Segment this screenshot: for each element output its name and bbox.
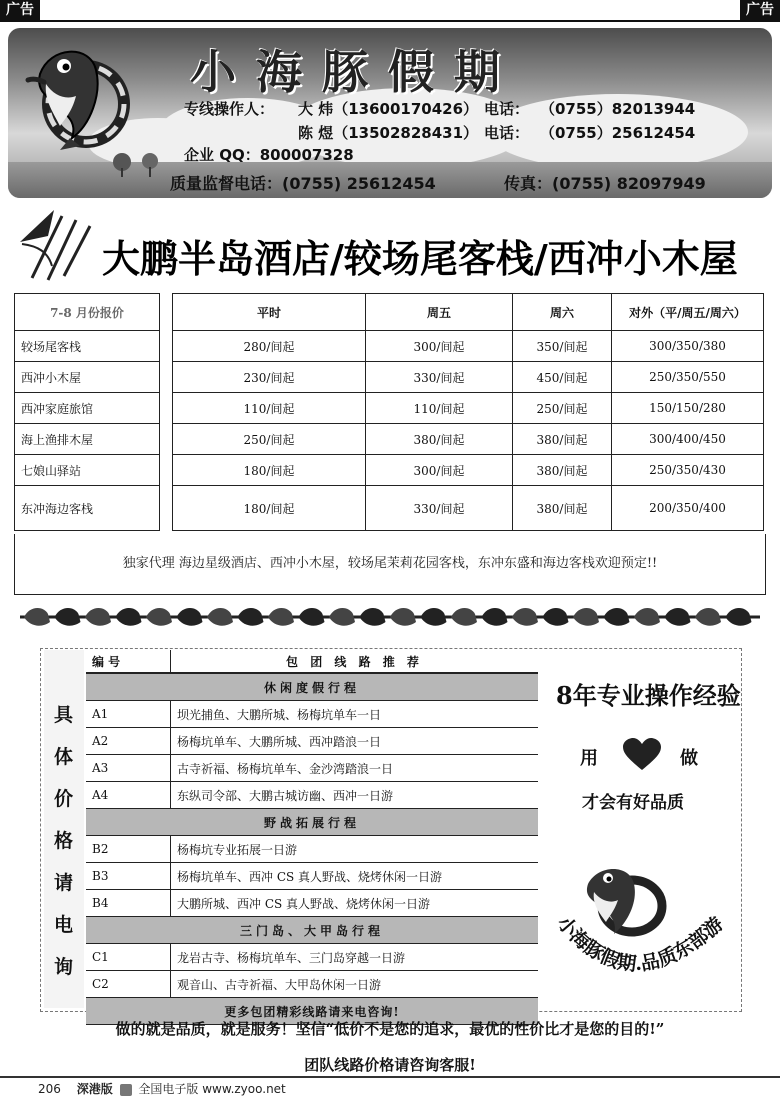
side-char: 具 bbox=[54, 704, 74, 726]
hotel-name: 海上渔排木屋 bbox=[15, 424, 160, 455]
route-desc: 坝光捕鱼、大鹏所城、杨梅坑单车一日 bbox=[171, 701, 539, 728]
price-cell: 180/间起 bbox=[173, 486, 366, 531]
heart-icon bbox=[622, 738, 662, 772]
fish-icon bbox=[207, 608, 233, 626]
top-divider bbox=[0, 20, 780, 22]
fish-icon bbox=[451, 608, 477, 626]
quality-statement: 做的就是品质，就是服务！坚信“低价不是您的追求，最优的性价比才是您的目的!” bbox=[115, 1020, 665, 1038]
table-row bbox=[86, 701, 538, 728]
price-cell: 380/间起 bbox=[366, 424, 513, 455]
col-header-saturday: 周六 bbox=[513, 294, 612, 331]
fish-icon bbox=[573, 608, 599, 626]
group-price-note: 团队线路价格请咨询客服! bbox=[304, 1056, 476, 1074]
brand-slogan: 小海豚假期.品质东部游 bbox=[552, 912, 728, 976]
promo-do: 做 bbox=[680, 748, 698, 769]
table-row bbox=[15, 331, 764, 362]
route-code: B3 bbox=[86, 863, 171, 890]
route-desc: 观音山、古寺祈福、大甲岛休闲一日游 bbox=[171, 971, 539, 998]
fish-icon bbox=[146, 608, 172, 626]
price-table-corner: 7-8 月份报价 bbox=[15, 294, 160, 331]
fish-icon bbox=[726, 608, 752, 626]
side-char: 电 bbox=[54, 914, 74, 936]
fish-icon bbox=[268, 608, 294, 626]
routes-table bbox=[86, 650, 538, 1025]
price-cell: 200/350/400 bbox=[612, 486, 764, 531]
price-cell: 380/间起 bbox=[513, 424, 612, 455]
side-char: 询 bbox=[54, 956, 74, 978]
price-cell: 350/间起 bbox=[513, 331, 612, 362]
route-code: B4 bbox=[86, 890, 171, 917]
side-char: 体 bbox=[54, 746, 74, 768]
experience-slogan: 8年专业操作经验 bbox=[556, 681, 741, 710]
quality-slogan: 才会有好品质 bbox=[582, 793, 684, 813]
table-row bbox=[86, 944, 538, 971]
route-desc: 东纵司令部、大鹏古城访幽、西冲一日游 bbox=[171, 782, 539, 809]
table-row bbox=[86, 890, 538, 917]
table-row bbox=[15, 362, 764, 393]
price-cell: 300/间起 bbox=[366, 455, 513, 486]
table-row bbox=[86, 971, 538, 998]
fish-icon bbox=[604, 608, 630, 626]
fax-number: 传真：(0755) 82097949 bbox=[504, 174, 706, 193]
footer-divider bbox=[0, 1076, 780, 1078]
table-row bbox=[86, 755, 538, 782]
fish-icon bbox=[299, 608, 325, 626]
price-cell: 330/间起 bbox=[366, 486, 513, 531]
fish-divider bbox=[20, 602, 760, 632]
route-code-header: 编 号 bbox=[86, 650, 171, 673]
price-cell: 280/间起 bbox=[173, 331, 366, 362]
table-row bbox=[86, 836, 538, 863]
price-cell: 250/350/430 bbox=[612, 455, 764, 486]
side-char: 价 bbox=[54, 788, 74, 810]
fish-icon bbox=[55, 608, 81, 626]
operator-1-tel-label: 电话： bbox=[484, 100, 530, 118]
hotel-name: 东冲海边客栈 bbox=[15, 486, 160, 531]
col-header-weekday: 平时 bbox=[173, 294, 366, 331]
operator-label: 专线操作人： bbox=[184, 100, 275, 118]
col-header-friday: 周五 bbox=[366, 294, 513, 331]
hotel-name: 较场尾客栈 bbox=[15, 331, 160, 362]
operator-1-name: 大 炜（13600170426） bbox=[298, 100, 479, 118]
promo-use: 用 bbox=[580, 748, 598, 769]
fish-icon bbox=[634, 608, 660, 626]
dolphin-logo-icon bbox=[20, 34, 140, 154]
agency-notice: 独家代理 海边星级酒店、西冲小木屋，较场尾茉莉花园客栈，东冲东盛和海边客栈欢迎预定!! bbox=[14, 534, 766, 595]
page-number: 206 bbox=[38, 1082, 61, 1096]
svg-text:小海豚假期.品质东部游 bbox=[553, 912, 728, 975]
price-cell: 380/间起 bbox=[513, 486, 612, 531]
table-row bbox=[86, 863, 538, 890]
route-code: B2 bbox=[86, 836, 171, 863]
section-islands: 三门岛、大甲岛行程 bbox=[86, 917, 538, 944]
route-desc: 龙岩古寺、杨梅坑单车、三门岛穿越一日游 bbox=[171, 944, 539, 971]
route-desc: 杨梅坑单车、西冲 CS 真人野战、烧烤休闲一日游 bbox=[171, 863, 539, 890]
operator-2-name: 陈 煜（13502828431） bbox=[298, 124, 479, 142]
route-code: A3 bbox=[86, 755, 171, 782]
fish-icon bbox=[543, 608, 569, 626]
section-field-training: 野战拓展行程 bbox=[86, 809, 538, 836]
site-label: 全国电子版 www.zyoo.net bbox=[138, 1082, 286, 1096]
fish-icon bbox=[116, 608, 142, 626]
route-desc: 古寺祈福、杨梅坑单车、金沙湾踏浪一日 bbox=[171, 755, 539, 782]
fish-icon bbox=[695, 608, 721, 626]
hotel-name: 西冲小木屋 bbox=[15, 362, 160, 393]
hotel-name: 七娘山驿站 bbox=[15, 455, 160, 486]
col-header-public: 对外（平/周五/周六） bbox=[612, 294, 764, 331]
price-cell: 450/间起 bbox=[513, 362, 612, 393]
fish-icon bbox=[360, 608, 386, 626]
operator-1-tel: （0755）82013944 bbox=[540, 100, 696, 118]
section-leisure: 休闲度假行程 bbox=[86, 673, 538, 701]
price-cell: 300/400/450 bbox=[612, 424, 764, 455]
price-cell: 330/间起 bbox=[366, 362, 513, 393]
fish-icon bbox=[421, 608, 447, 626]
table-row bbox=[86, 782, 538, 809]
swoosh-icon bbox=[18, 206, 98, 282]
table-row bbox=[15, 424, 764, 455]
price-cell: 250/间起 bbox=[173, 424, 366, 455]
route-desc: 杨梅坑单车、大鹏所城、西冲踏浪一日 bbox=[171, 728, 539, 755]
route-code: A2 bbox=[86, 728, 171, 755]
price-cell: 110/间起 bbox=[366, 393, 513, 424]
fish-icon bbox=[390, 608, 416, 626]
table-row bbox=[15, 393, 764, 424]
table-row bbox=[15, 486, 764, 531]
price-inquiry-column bbox=[44, 650, 84, 1008]
logo-icon bbox=[120, 1084, 132, 1096]
price-cell: 110/间起 bbox=[173, 393, 366, 424]
route-desc: 杨梅坑专业拓展一日游 bbox=[171, 836, 539, 863]
price-cell: 300/350/380 bbox=[612, 331, 764, 362]
fish-icon bbox=[512, 608, 538, 626]
price-table bbox=[14, 293, 764, 531]
price-cell: 150/150/280 bbox=[612, 393, 764, 424]
ad-label-left: 广告 bbox=[0, 0, 40, 20]
fish-icon bbox=[482, 608, 508, 626]
footer bbox=[38, 1080, 286, 1097]
table-row bbox=[86, 728, 538, 755]
route-code: A4 bbox=[86, 782, 171, 809]
price-cell: 250/间起 bbox=[513, 393, 612, 424]
fish-icon bbox=[85, 608, 111, 626]
brand-title: 小海豚假期 bbox=[190, 45, 520, 99]
fish-icon bbox=[24, 608, 50, 626]
quality-phone: 质量监督电话：(0755) 25612454 bbox=[170, 174, 436, 193]
route-title-header: 包 团 线 路 推 荐 bbox=[171, 650, 539, 673]
fish-icon bbox=[665, 608, 691, 626]
route-code: C1 bbox=[86, 944, 171, 971]
side-char: 请 bbox=[54, 872, 74, 894]
qq-number: 企业 QQ：800007328 bbox=[184, 146, 354, 164]
page-title: 大鹏半岛酒店/较场尾客栈/西冲小木屋 bbox=[102, 237, 738, 281]
edition-label: 深港版 bbox=[76, 1082, 113, 1096]
fish-icon bbox=[329, 608, 355, 626]
price-cell: 180/间起 bbox=[173, 455, 366, 486]
fish-icon bbox=[177, 608, 203, 626]
price-cell: 230/间起 bbox=[173, 362, 366, 393]
operator-2-tel: （0755）25612454 bbox=[540, 124, 696, 142]
price-cell: 380/间起 bbox=[513, 455, 612, 486]
more-routes-note: 更多包团精彩线路请来电咨询! bbox=[86, 998, 538, 1025]
table-row bbox=[15, 455, 764, 486]
price-cell: 300/间起 bbox=[366, 331, 513, 362]
brand-slogan-arc bbox=[540, 880, 740, 1010]
price-cell: 250/350/550 bbox=[612, 362, 764, 393]
route-code: A1 bbox=[86, 701, 171, 728]
fish-icon bbox=[238, 608, 264, 626]
route-desc: 大鹏所城、西冲 CS 真人野战、烧烤休闲一日游 bbox=[171, 890, 539, 917]
tree-icon bbox=[110, 150, 170, 178]
route-code: C2 bbox=[86, 971, 171, 998]
side-char: 格 bbox=[54, 830, 74, 852]
operator-2-tel-label: 电话： bbox=[484, 124, 530, 142]
ad-label-right: 广告 bbox=[740, 0, 780, 20]
hotel-name: 西冲家庭旅馆 bbox=[15, 393, 160, 424]
